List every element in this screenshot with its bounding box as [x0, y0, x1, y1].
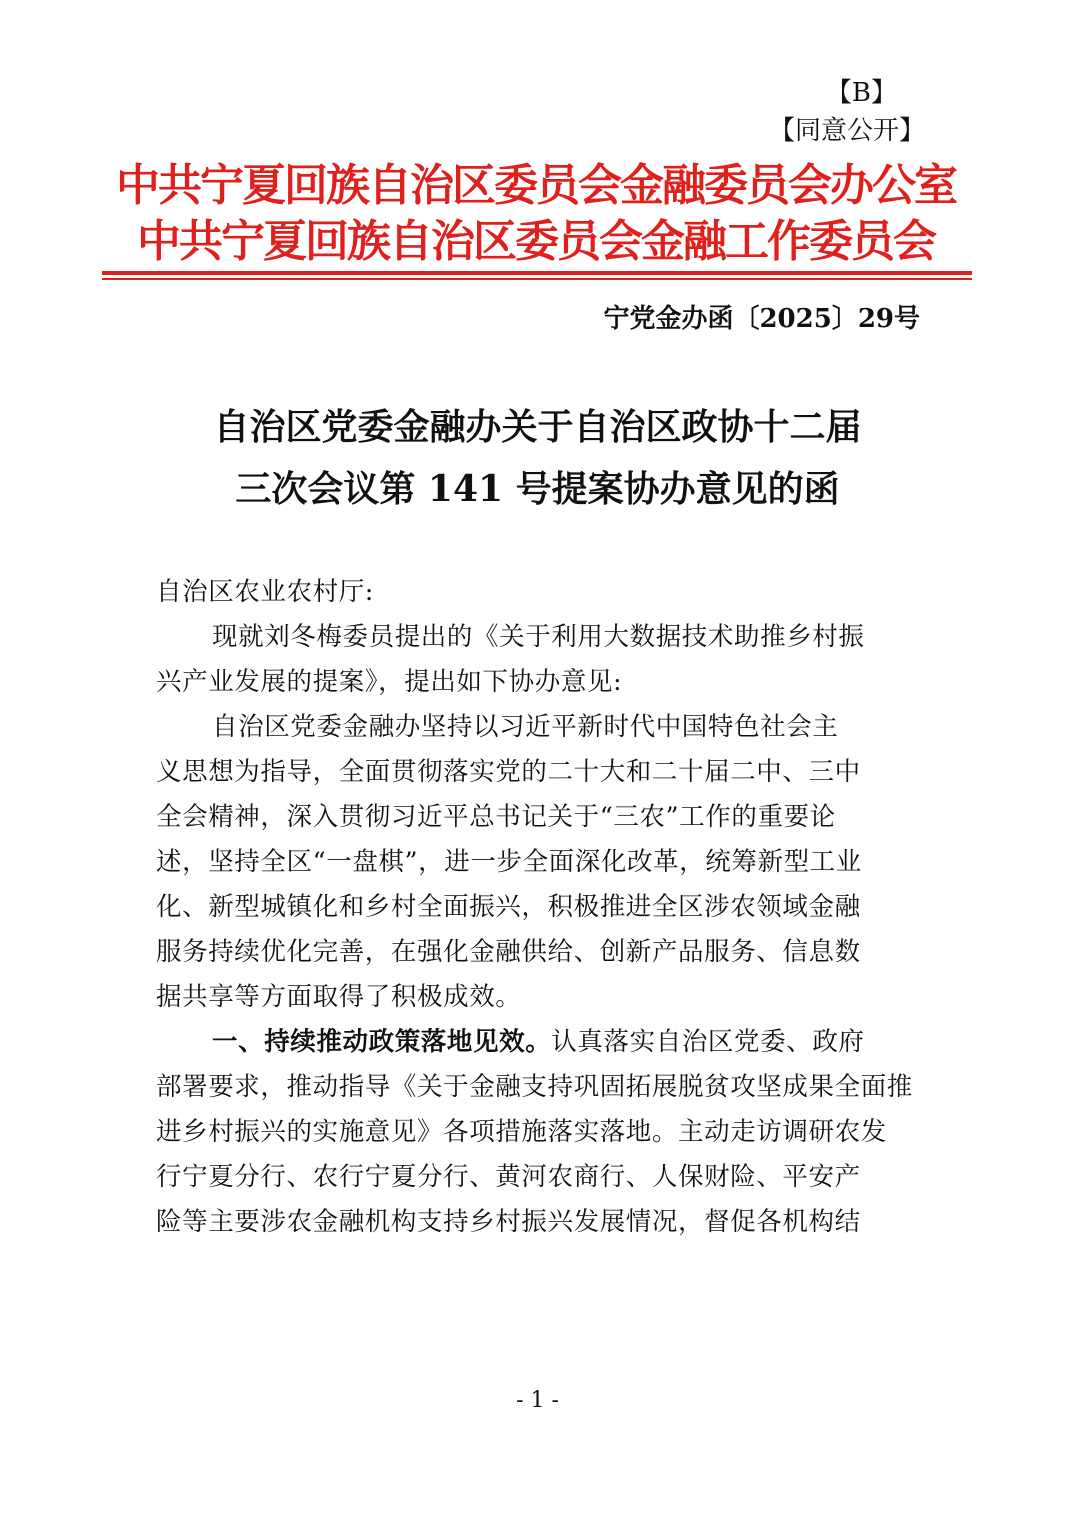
header-divider-thin — [102, 278, 972, 280]
document-number: 宁党金办函〔2025〕29号 — [603, 304, 920, 334]
paragraph-3-line — [156, 1020, 924, 1065]
paragraph-2-line: 自治区党委金融办坚持以习近平新时代中国特色社会主 — [212, 712, 839, 742]
document-marks — [769, 74, 925, 150]
paragraph-1-line: 现就刘冬梅委员提出的《关于利用大数据技术助推乡村振 — [212, 622, 865, 652]
header-divider-thick — [102, 271, 972, 275]
paragraph-2-line: 化、新型城镇化和乡村全面振兴，积极推进全区涉农领域金融 — [156, 892, 861, 922]
title-line-1: 自治区党委金融办关于自治区政协十二届 — [213, 406, 862, 448]
section-heading-1: 一、持续推动政策落地见效。 — [212, 1027, 552, 1057]
paragraph-2-line: 全会精神，深入贯彻习近平总书记关于“三农”工作的重要论 — [156, 802, 836, 832]
paragraph-2-line: 述，坚持全区“一盘棋”，进一步全面深化改革，统筹新型工业 — [156, 847, 862, 877]
header-line-2: 中共宁夏回族自治区委员会金融工作委员会 — [137, 216, 935, 267]
header-line-1: 中共宁夏回族自治区委员会金融委员会办公室 — [116, 160, 956, 211]
paragraph-3-line: 险等主要涉农金融机构支持乡村振兴发展情况，督促各机构结 — [156, 1207, 861, 1237]
paragraph-1-line: 兴产业发展的提案》，提出如下协办意见: — [156, 667, 623, 697]
paragraph-2-line: 义思想为指导，全面贯彻落实党的二十大和二十届二中、三中 — [156, 757, 861, 787]
classification-mark: 【B】 — [825, 78, 897, 108]
paragraph-3-line: 进乡村振兴的实施意见》各项措施落实落地。主动走访调研农发 — [156, 1117, 887, 1147]
document-title — [120, 396, 955, 520]
salutation: 自治区农业农村厅: — [156, 577, 374, 607]
issuing-authority-header — [100, 158, 972, 270]
paragraph-3-line: 行宁夏分行、农行宁夏分行、黄河农商行、人保财险、平安产 — [156, 1162, 861, 1192]
paragraph-3-line: 部署要求，推动指导《关于金融支持巩固拓展脱贫攻坚成果全面推 — [156, 1072, 913, 1102]
title-line-2: 三次会议第 141 号提案协办意见的函 — [235, 468, 840, 510]
paragraph-2-line: 据共享等方面取得了积极成效。 — [156, 982, 522, 1012]
page-number: - 1 - — [516, 1388, 559, 1413]
document-body — [156, 570, 924, 1245]
paragraph-3-text: 认真落实自治区党委、政府 — [551, 1027, 865, 1057]
disclosure-mark: 【同意公开】 — [768, 116, 925, 146]
paragraph-2-line: 服务持续优化完善，在强化金融供给、创新产品服务、信息数 — [156, 937, 861, 967]
